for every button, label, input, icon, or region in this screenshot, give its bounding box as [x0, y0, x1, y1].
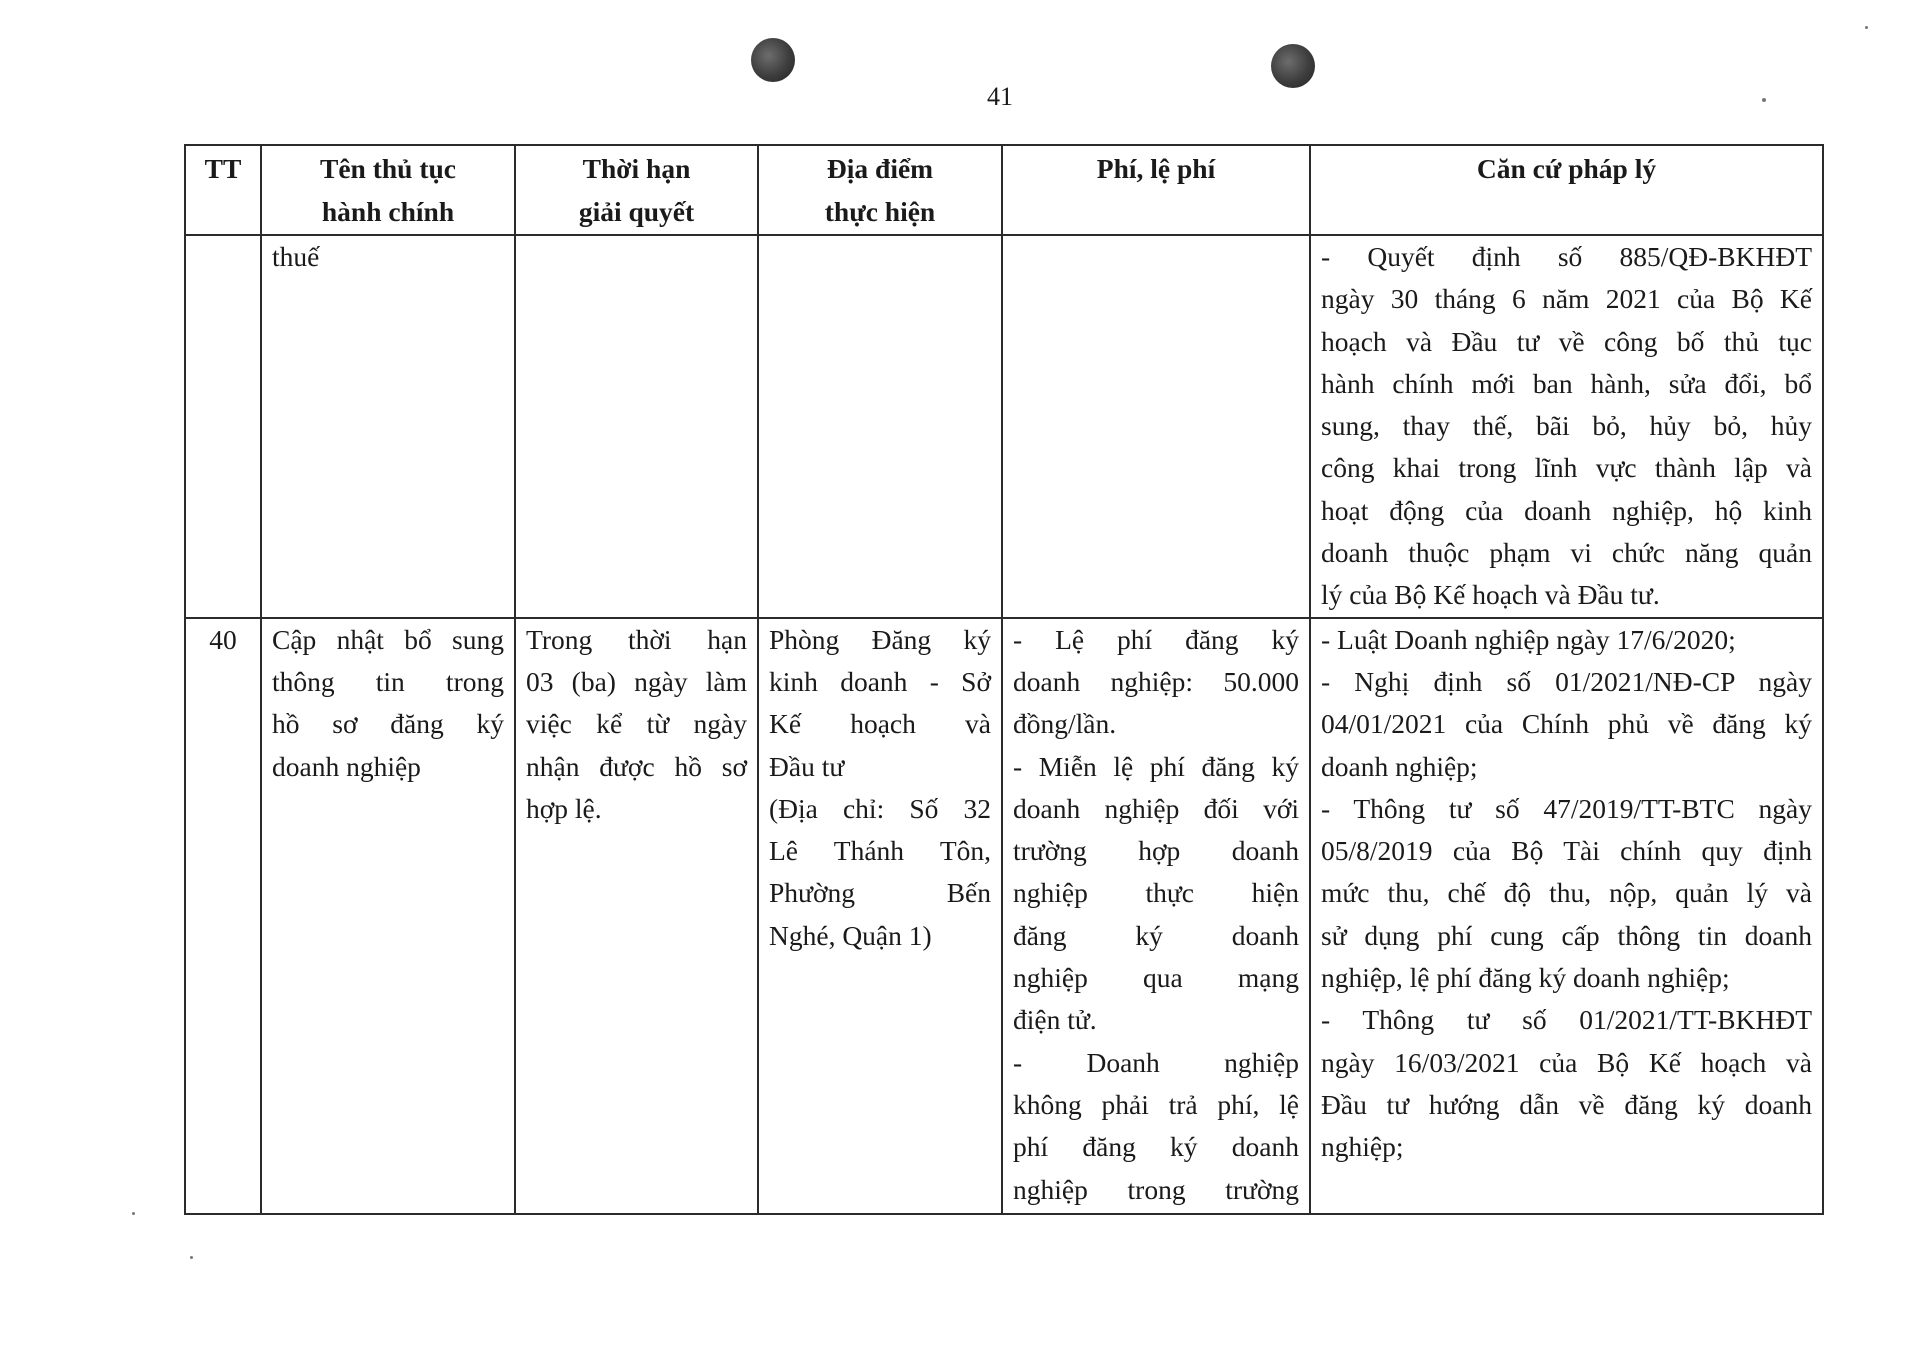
cell-processing-time	[515, 235, 758, 618]
header-tt: TT	[185, 145, 261, 235]
scan-speck	[1865, 26, 1868, 29]
page-number: 41	[987, 82, 1013, 111]
table-header-row	[185, 145, 1823, 235]
header-fees: Phí, lệ phí	[1002, 145, 1310, 235]
cell-tt: 40	[185, 618, 261, 1214]
header-legal-basis: Căn cứ pháp lý	[1310, 145, 1823, 235]
cell-procedure-name: Cập nhật bổ sung thông tin trong hồ sơ đăng ký doanh nghiệp	[261, 618, 515, 1214]
table-row	[185, 618, 1823, 1214]
table-row	[185, 235, 1823, 618]
scan-speck	[132, 1212, 135, 1215]
header-location: Địa điểm thực hiện	[758, 145, 1002, 235]
header-procedure-name: Tên thủ tục hành chính	[261, 145, 515, 235]
cell-tt	[185, 235, 261, 618]
procedure-table	[184, 144, 1824, 1215]
punch-hole-right	[1271, 44, 1315, 88]
cell-fees: - Lệ phí đăng ký doanh nghiệp: 50.000 đồng/lần. - Miễn lệ phí đăng ký doanh nghiệp đối với trường hợp doanh nghiệp thực hiện đăng ký doanh nghiệp qua mạng điện tử. - Doanh nghiệp không phải trả phí, lệ phí đăng ký doanh nghiệp trong trường	[1002, 618, 1310, 1214]
cell-procedure-name: thuế	[261, 235, 515, 618]
cell-legal-basis: - Luật Doanh nghiệp ngày 17/6/2020; - Nghị định số 01/2021/NĐ-CP ngày 04/01/2021 của Chính phủ về đăng ký doanh nghiệp; - Thông tư số 47/2019/TT-BTC ngày 05/8/2019 của Bộ Tài chính quy định mức thu, chế độ thu, nộp, quản lý và sử dụng phí cung cấp thông tin doanh nghiệp, lệ phí đăng ký doanh nghiệp; - Thông tư số 01/2021/TT-BKHĐT ngày 16/03/2021 của Bộ Kế hoạch và Đầu tư hướng dẫn về đăng ký doanh nghiệp;	[1310, 618, 1823, 1214]
header-processing-time: Thời hạn giải quyết	[515, 145, 758, 235]
cell-location	[758, 235, 1002, 618]
cell-processing-time: Trong thời hạn 03 (ba) ngày làm việc kể từ ngày nhận được hồ sơ hợp lệ.	[515, 618, 758, 1214]
scan-speck	[190, 1256, 193, 1259]
cell-legal-basis: - Quyết định số 885/QĐ-BKHĐT ngày 30 tháng 6 năm 2021 của Bộ Kế hoạch và Đầu tư về công bố thủ tục hành chính mới ban hành, sửa đổi, bổ sung, thay thế, bãi bỏ, hủy bỏ, hủy công khai trong lĩnh vực thành lập và hoạt động của doanh nghiệp, hộ kinh doanh thuộc phạm vi chức năng quản lý của Bộ Kế hoạch và Đầu tư.	[1310, 235, 1823, 618]
scan-speck	[1762, 98, 1766, 102]
punch-hole-left	[751, 38, 795, 82]
cell-location: Phòng Đăng ký kinh doanh - Sở Kế hoạch và Đầu tư (Địa chỉ: Số 32 Lê Thánh Tôn, Phường Bến Nghé, Quận 1)	[758, 618, 1002, 1214]
cell-fees	[1002, 235, 1310, 618]
